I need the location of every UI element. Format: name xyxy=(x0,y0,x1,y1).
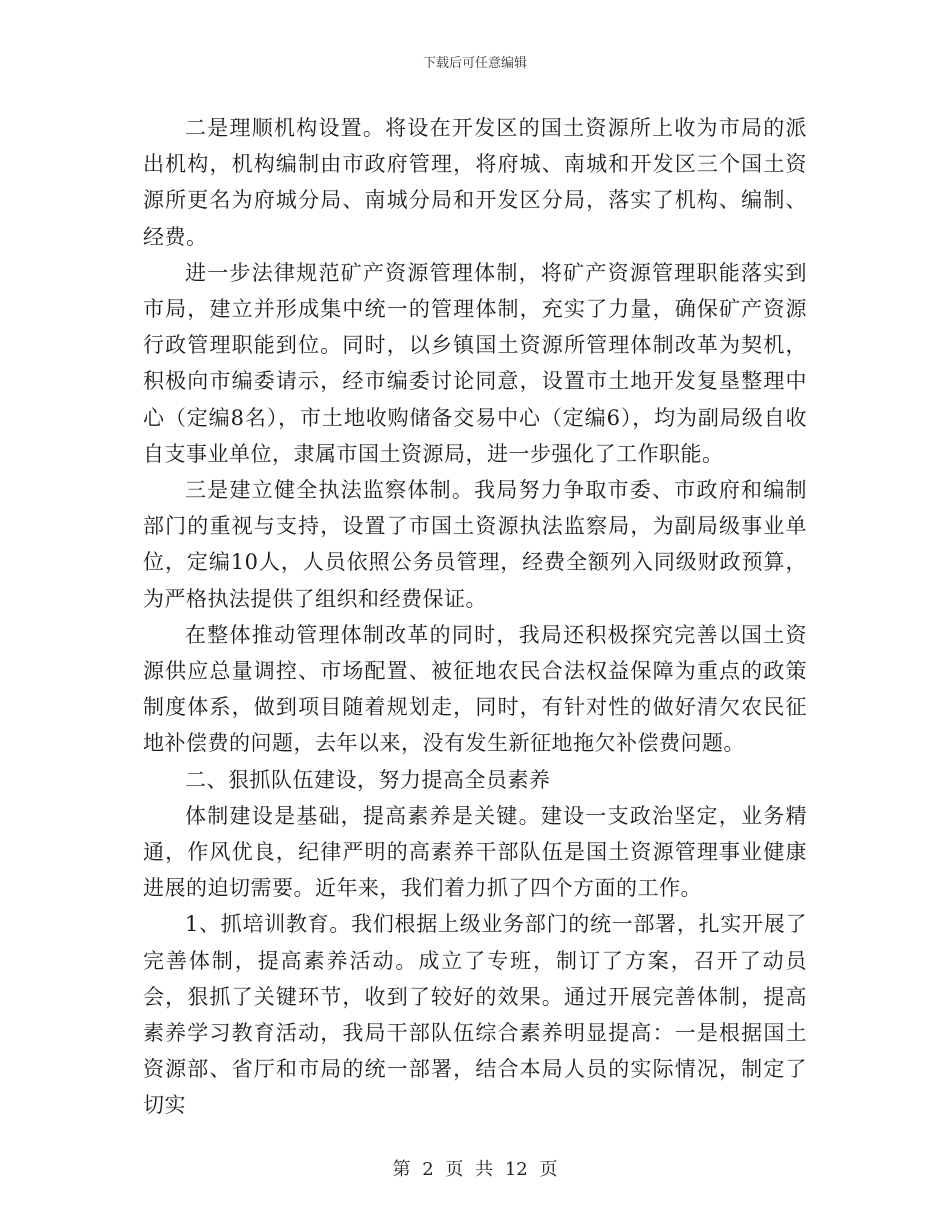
paragraph-training: 1、抓培训教育。我们根据上级业务部门的统一部署，扎实开展了完善体制，提高素养活动。成立了专班，制订了方案，召开了动员会，狠抓了关键环节，收到了较好的效果。通过开展完善体制，提高素养学习教育活动，我局干部队伍综合素养明显提高：一是根据国土资源部、省厅和市局的统一部署，结合本局人员的实际情况，制定了切实 xyxy=(143,912,807,1118)
paragraph-team-intro: 体制建设是基础，提高素养是关键。建设一支政治坚定，业务精通，作风优良，纪律严明的高素养干部队伍是国土资源管理事业健康进展的迫切需要。近年来，我们着力抓了四个方面的工作。 xyxy=(143,803,807,901)
paragraph-institution-setup: 二是理顺机构设置。将设在开发区的国土资源所上收为市局的派出机构，机构编制由市政府管理，将府城、南城和开发区三个国土资源所更名为府城分局、南城分局和开发区分局，落实了机构、编制、经费。 xyxy=(143,116,807,249)
page-number-footer: 第 2 页 共 12 页 xyxy=(392,1159,558,1180)
paragraph-law-enforcement: 三是建立健全执法监察体制。我局努力争取市委、市政府和编制部门的重视与支持，设置了市国土资源执法监察局，为副局级事业单位，定编10人，人员依照公务员管理，经费全额列入同级财政预算，为严格执法提供了组织和经费保证。 xyxy=(143,478,807,611)
section-heading-team-building: 二、狠抓队伍建设，努力提高全员素养 xyxy=(185,767,551,792)
document-body xyxy=(143,110,807,1124)
paragraph-policy-system: 在整体推动管理体制改革的同时，我局还积极探究完善以国土资源供应总量调控、市场配置、被征地农民合法权益保障为重点的政策制度体系，做到项目随着规划走，同时，有针对性的做好清欠农民征地补偿费的问题，去年以来，没有发生新征地拖欠补偿费问题。 xyxy=(143,622,807,756)
page-header: 下载后可任意编辑 xyxy=(422,56,527,71)
paragraph-mineral-resources: 进一步法律规范矿产资源管理体制，将矿产资源管理职能落实到市局，建立并形成集中统一的管理体制，充实了力量，确保矿产资源行政管理职能到位。同时，以乡镇国土资源所管理体制改革为契机，积极向市编委请示，经市编委讨论同意，设置市土地开发复垦整理中心（定编8名），市土地收购储备交易中心（定编6），均为副局级自收自支事业单位，隶属市国土资源局，进一步强化了工作职能。 xyxy=(143,260,807,466)
